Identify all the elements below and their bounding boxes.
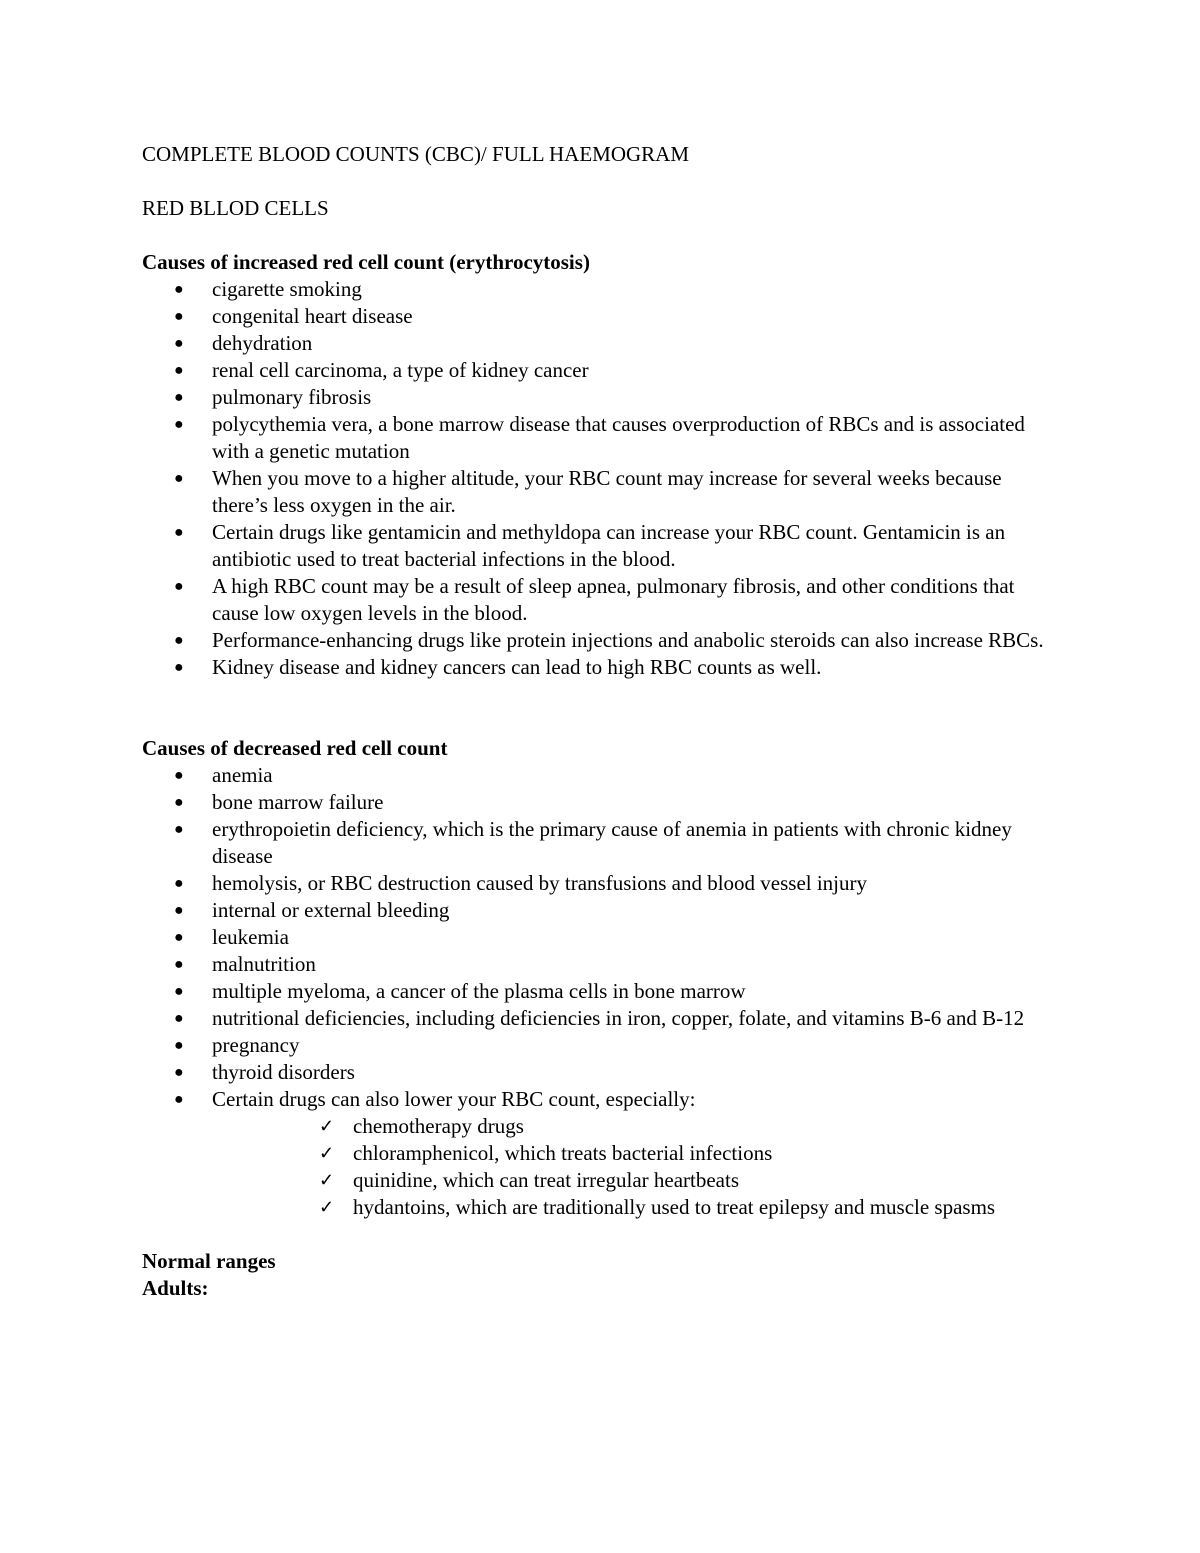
list-item-text: congenital heart disease [212,304,413,328]
list-item [142,276,1062,303]
list-item [142,1113,1062,1140]
list-item-text: hydantoins, which are traditionally used to treat epilepsy and muscle spasms [353,1195,996,1219]
checkmark-icon: ✓ [319,1170,335,1190]
list-item-text: Kidney disease and kidney cancers can lead to high RBC counts as well. [212,655,822,679]
list-item [142,357,1062,384]
list-item [142,627,1062,654]
bullet-dot-icon: ● [174,659,184,676]
list-item-text: leukemia [212,925,289,949]
list-item-text: chloramphenicol, which treats bacterial infections [353,1141,773,1165]
list-item [142,978,1062,1005]
bullet-dot-icon: ● [174,956,184,973]
list-item-text: thyroid disorders [212,1060,355,1084]
list-item [142,1059,1062,1086]
list-item [142,1140,1062,1167]
list-item-text: bone marrow failure [212,790,384,814]
list-item-text: A high RBC count may be a result of sleep apnea, pulmonary fibrosis, and other conditions that cause low oxygen levels in the blood. [212,574,1015,625]
list-item [142,330,1062,357]
list-item-text: malnutrition [212,952,316,976]
decreased-heading: Causes of decreased red cell count [142,736,448,760]
list-item-text: hemolysis, or RBC destruction caused by transfusions and blood vessel injury [212,871,868,895]
list-item-text: pulmonary fibrosis [212,385,372,409]
bullet-dot-icon: ● [174,281,184,298]
list-item-text: polycythemia vera, a bone marrow disease that causes overproduction of RBCs and is associated with a genetic mutation [212,412,1025,463]
list-item-text: renal cell carcinoma, a type of kidney cancer [212,358,589,382]
list-item [142,465,1062,519]
bullet-dot-icon: ● [174,1064,184,1081]
bullet-dot-icon: ● [174,1010,184,1027]
list-item-text: anemia [212,763,273,787]
bullet-dot-icon: ● [174,983,184,1000]
list-item [142,411,1062,465]
list-item-text: chemotherapy drugs [353,1114,524,1138]
checkmark-icon: ✓ [319,1197,335,1217]
bullet-dot-icon: ● [174,335,184,352]
bullet-dot-icon: ● [174,578,184,595]
adults-heading: Adults: [142,1276,209,1300]
spacer [142,681,1062,735]
list-item [142,384,1062,411]
list-item [142,816,1062,870]
list-item [142,924,1062,951]
increased-heading: Causes of increased red cell count (erythrocytosis) [142,250,590,274]
list-item [142,573,1062,627]
section-title: RED BLLOD CELLS [142,196,329,220]
list-item [142,1167,1062,1194]
bullet-dot-icon: ● [174,362,184,379]
bullet-dot-icon: ● [174,470,184,487]
bullet-dot-icon: ● [174,875,184,892]
checkmark-icon: ✓ [319,1116,335,1136]
list-item [142,303,1062,330]
list-item-text: quinidine, which can treat irregular heartbeats [353,1168,739,1192]
bullet-dot-icon: ● [174,632,184,649]
bullet-dot-icon: ● [174,389,184,406]
list-item [142,1086,1062,1113]
normal-ranges-heading: Normal ranges [142,1249,276,1273]
decreased-list [142,762,1062,1113]
bullet-dot-icon: ● [174,767,184,784]
document-content [142,141,1062,1302]
bullet-dot-icon: ● [174,1037,184,1054]
bullet-dot-icon: ● [174,524,184,541]
list-item-text: Certain drugs like gentamicin and methyldopa can increase your RBC count. Gentamicin is an antibiotic used to treat bacterial infections in the blood. [212,520,1006,571]
list-item-text: pregnancy [212,1033,300,1057]
list-item [142,870,1062,897]
list-item [142,762,1062,789]
bullet-dot-icon: ● [174,902,184,919]
list-item-text: nutritional deficiencies, including deficiencies in iron, copper, folate, and vitamins B-6 and B-12 [212,1006,1025,1030]
increased-list [142,276,1062,681]
list-item [142,789,1062,816]
checkmark-icon: ✓ [319,1143,335,1163]
list-item-text: cigarette smoking [212,277,362,301]
list-item-text: When you move to a higher altitude, your RBC count may increase for several weeks because there’s less oxygen in the air. [212,466,1002,517]
list-item [142,1032,1062,1059]
bullet-dot-icon: ● [174,821,184,838]
list-item-text: Certain drugs can also lower your RBC count, especially: [212,1087,696,1111]
list-item [142,951,1062,978]
list-item [142,654,1062,681]
bullet-dot-icon: ● [174,416,184,433]
document-title: COMPLETE BLOOD COUNTS (CBC)/ FULL HAEMOGRAM [142,142,689,166]
bullet-dot-icon: ● [174,1091,184,1108]
bullet-dot-icon: ● [174,794,184,811]
list-item-text: dehydration [212,331,313,355]
list-item-text: erythropoietin deficiency, which is the primary cause of anemia in patients with chronic kidney disease [212,817,1012,868]
bullet-dot-icon: ● [174,308,184,325]
list-item [142,897,1062,924]
list-item [142,1005,1062,1032]
drug-list [142,1113,1062,1221]
list-item-text: Performance-enhancing drugs like protein injections and anabolic steroids can also increase RBCs. [212,628,1044,652]
list-item-text: internal or external bleeding [212,898,450,922]
list-item [142,1194,1062,1221]
list-item-text: multiple myeloma, a cancer of the plasma cells in bone marrow [212,979,746,1003]
spacer [142,1221,1062,1248]
bullet-dot-icon: ● [174,929,184,946]
list-item [142,519,1062,573]
